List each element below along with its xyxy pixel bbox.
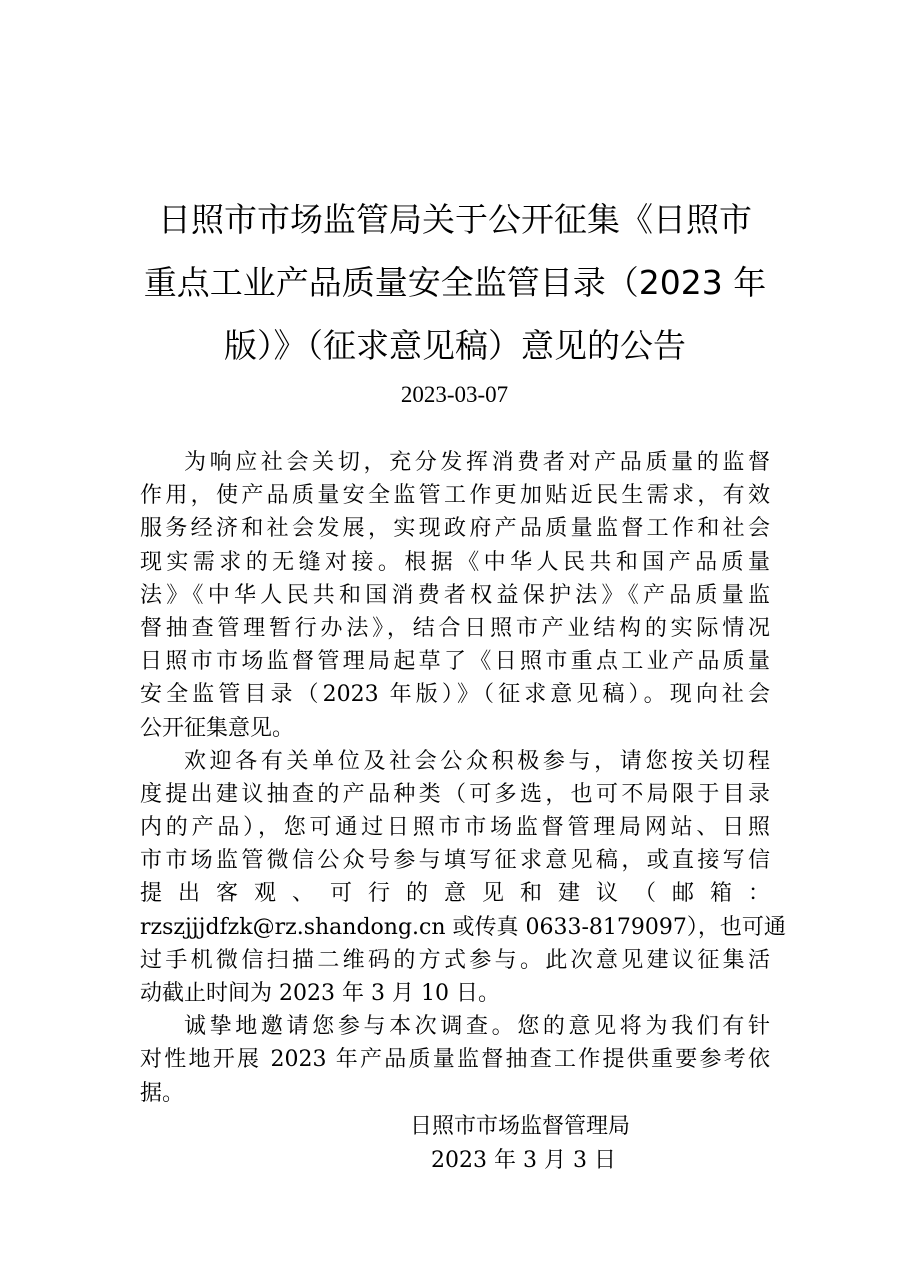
document-body bbox=[140, 446, 786, 1110]
body-line: 公开征集意见。 bbox=[140, 715, 295, 741]
title-line-3: 版）》（征求意见稿）意见的公告 bbox=[224, 326, 686, 365]
title-line-2: 重点工业产品质量安全监管目录（2023 年 bbox=[143, 263, 767, 302]
body-line: 服务经济和社会发展，实现政府产品质量监督工作和社会 bbox=[140, 516, 770, 542]
body-line: 督抽查管理暂行办法》，结合日照市产业结构的实际情况 bbox=[140, 615, 770, 641]
document-title bbox=[130, 188, 780, 377]
body-line: 法》《中华人民共和国消费者权益保护法》《产品质量监 bbox=[140, 582, 770, 608]
title-line-1: 日照市市场监管局关于公开征集《日照市 bbox=[158, 200, 752, 239]
body-line: 提出客观、可行的意见和建议（邮箱： bbox=[140, 881, 770, 907]
body-line: 诚挚地邀请您参与本次调查。您的意见将为我们有针 bbox=[184, 1014, 770, 1040]
email-fax-line: rzszjjjdfzk@rz.shandong.cn 或传真 0633-8179097），也可通 bbox=[140, 914, 786, 940]
body-line: 过手机微信扫描二维码的方式参与。此次意见建议征集活 bbox=[140, 947, 770, 973]
body-line: 安全监管目录（2023 年版）》（征求意见稿）。现向社会 bbox=[140, 682, 770, 708]
body-line: 为响应社会关切，充分发挥消费者对产品质量的监督 bbox=[184, 450, 770, 475]
paragraph-1 bbox=[140, 446, 770, 745]
body-line: 度提出建议抽查的产品种类（可多选，也可不局限于目录 bbox=[140, 781, 770, 807]
deadline-line: 动截止时间为 2023 年 3 月 10 日。 bbox=[140, 981, 500, 1006]
body-line: 日照市市场监督管理局起草了《日照市重点工业产品质量 bbox=[140, 649, 770, 675]
body-line: 市市场监管微信公众号参与填写征求意见稿，或直接写信 bbox=[140, 848, 770, 874]
publish-date: 2023-03-07 bbox=[400, 382, 509, 407]
paragraph-3 bbox=[140, 1010, 770, 1110]
body-line: 对性地开展 2023 年产品质量监督抽查工作提供重要参考依 bbox=[140, 1047, 770, 1073]
paragraph-2 bbox=[140, 745, 786, 1011]
body-line: 欢迎各有关单位及社会公众积极参与，请您按关切程 bbox=[184, 748, 770, 774]
body-line: 内的产品），您可通过日照市市场监督管理局网站、日照 bbox=[140, 815, 770, 841]
signature-date: 2023 年 3 月 3 日 bbox=[431, 1148, 616, 1173]
body-line: 现实需求的无缝对接。根据《中华人民共和国产品质量 bbox=[140, 549, 770, 575]
signature-org: 日照市市场监督管理局 bbox=[410, 1114, 631, 1139]
body-line: 作用，使产品质量安全监管工作更加贴近民生需求，有效 bbox=[140, 483, 770, 509]
body-line: 据。 bbox=[140, 1080, 185, 1106]
